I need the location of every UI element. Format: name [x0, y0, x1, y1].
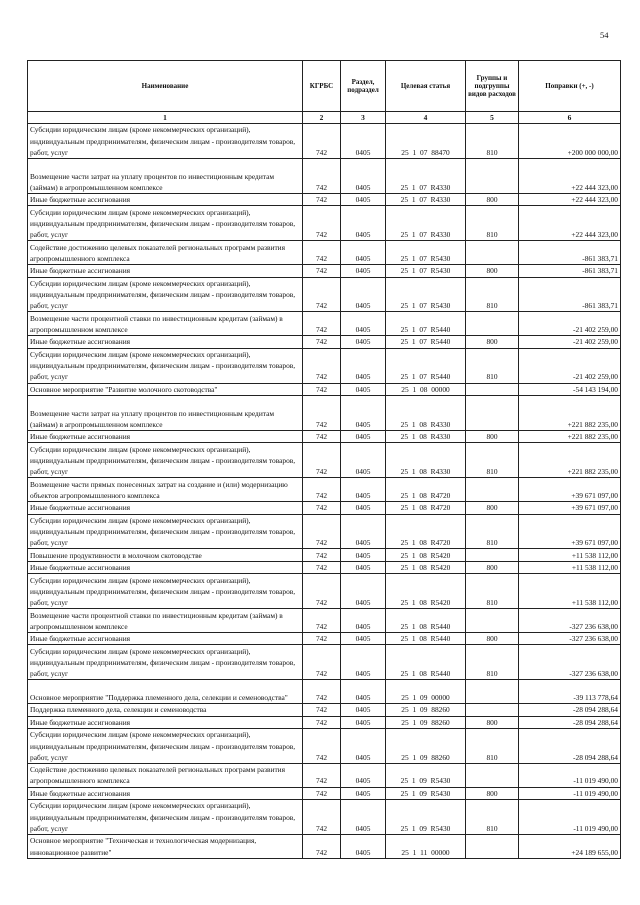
cell-vr: 810: [466, 574, 519, 609]
cell-razdel: 0405: [341, 383, 386, 396]
cell-vr: 810: [466, 800, 519, 835]
cell-target: 25 1 08 R5420: [386, 561, 466, 574]
cell-razdel: 0405: [341, 193, 386, 206]
cell-vr: 810: [466, 645, 519, 680]
cell-razdel: 0405: [341, 396, 386, 431]
cell-kgrbs: 742: [303, 206, 341, 241]
table-row: [28, 729, 621, 764]
cell-amount: -28 094 288,64: [519, 729, 621, 764]
cell-name: Иные бюджетные ассигнования: [28, 430, 303, 443]
cell-razdel: 0405: [341, 704, 386, 717]
cell-kgrbs: 742: [303, 561, 341, 574]
cell-kgrbs: 742: [303, 241, 341, 265]
cell-target: 25 1 08 R4720: [386, 478, 466, 502]
cell-razdel: 0405: [341, 430, 386, 443]
cell-kgrbs: 742: [303, 265, 341, 278]
cell-name: Субсидии юридическим лицам (кроме некоммерческих организаций), индивидуальным предпринимателям, физическим лицам - производителям товаров, работ, услуг: [28, 800, 303, 835]
cell-name: Иные бюджетные ассигнования: [28, 632, 303, 645]
cell-vr: [466, 383, 519, 396]
column-numbers-row: [28, 112, 621, 124]
cell-razdel: 0405: [341, 265, 386, 278]
table-row: [28, 716, 621, 729]
table-row: [28, 763, 621, 787]
cell-vr: 800: [466, 561, 519, 574]
table-row: [28, 206, 621, 241]
table-row: [28, 704, 621, 717]
cell-razdel: 0405: [341, 336, 386, 349]
cell-vr: [466, 478, 519, 502]
cell-name: Возмещение части затрат на уплату процентов по инвестиционным кредитам (займам) в агропромышленном комплексе: [28, 159, 303, 194]
cell-name: Иные бюджетные ассигнования: [28, 193, 303, 206]
cell-vr: [466, 241, 519, 265]
header-razdel: Раздел, подраздел: [341, 61, 386, 112]
cell-razdel: 0405: [341, 277, 386, 312]
cell-kgrbs: 742: [303, 159, 341, 194]
cell-kgrbs: 742: [303, 430, 341, 443]
cell-target: 25 1 07 R5430: [386, 265, 466, 278]
cell-razdel: 0405: [341, 787, 386, 800]
header-amendments: Поправки (+, -): [519, 61, 621, 112]
cell-name: Иные бюджетные ассигнования: [28, 336, 303, 349]
cell-target: 25 1 07 88470: [386, 124, 466, 159]
cell-kgrbs: 742: [303, 835, 341, 859]
cell-target: 25 1 09 R5430: [386, 787, 466, 800]
cell-vr: 800: [466, 430, 519, 443]
cell-target: 25 1 07 R5440: [386, 312, 466, 336]
cell-kgrbs: 742: [303, 763, 341, 787]
table-row: [28, 609, 621, 633]
cell-amount: +22 444 323,00: [519, 159, 621, 194]
table-row: [28, 277, 621, 312]
cell-name: Субсидии юридическим лицам (кроме некоммерческих организаций), индивидуальным предпринимателям, физическим лицам - производителям товаров, работ, услуг: [28, 574, 303, 609]
column-number: 4: [386, 112, 466, 124]
cell-razdel: 0405: [341, 835, 386, 859]
cell-razdel: 0405: [341, 574, 386, 609]
cell-target: 25 1 08 R5440: [386, 632, 466, 645]
cell-target: 25 1 07 R4330: [386, 193, 466, 206]
cell-amount: -28 094 288,64: [519, 716, 621, 729]
cell-kgrbs: 742: [303, 478, 341, 502]
cell-name: Повышение продуктивности в молочном скотоводстве: [28, 549, 303, 562]
cell-amount: +11 538 112,00: [519, 574, 621, 609]
cell-kgrbs: 742: [303, 396, 341, 431]
column-number: 3: [341, 112, 386, 124]
cell-name: Возмещение части прямых понесенных затрат на создание и (или) модернизацию объектов агропромышленного комплекса: [28, 478, 303, 502]
cell-kgrbs: 742: [303, 729, 341, 764]
cell-vr: 800: [466, 193, 519, 206]
cell-vr: 800: [466, 632, 519, 645]
cell-amount: -11 019 490,00: [519, 800, 621, 835]
cell-name: Субсидии юридическим лицам (кроме некоммерческих организаций), индивидуальным предпринимателям, физическим лицам - производителям товаров, работ, услуг: [28, 645, 303, 680]
cell-target: 25 1 07 R5430: [386, 277, 466, 312]
cell-razdel: 0405: [341, 502, 386, 515]
cell-vr: 810: [466, 514, 519, 549]
cell-target: 25 1 09 88260: [386, 716, 466, 729]
cell-vr: [466, 549, 519, 562]
cell-amount: -11 019 490,00: [519, 763, 621, 787]
cell-amount: +11 538 112,00: [519, 561, 621, 574]
cell-vr: [466, 609, 519, 633]
cell-vr: [466, 396, 519, 431]
table-row: [28, 549, 621, 562]
cell-kgrbs: 742: [303, 383, 341, 396]
cell-target: 25 1 07 R5430: [386, 241, 466, 265]
cell-vr: [466, 763, 519, 787]
cell-vr: [466, 835, 519, 859]
table-row: [28, 800, 621, 835]
table-row: [28, 159, 621, 194]
cell-target: 25 1 07 R5440: [386, 336, 466, 349]
table-row: [28, 396, 621, 431]
cell-vr: [466, 704, 519, 717]
cell-vr: 800: [466, 265, 519, 278]
cell-name: Иные бюджетные ассигнования: [28, 787, 303, 800]
cell-kgrbs: 742: [303, 514, 341, 549]
cell-amount: -39 113 778,64: [519, 680, 621, 704]
table-row: [28, 680, 621, 704]
cell-razdel: 0405: [341, 241, 386, 265]
cell-razdel: 0405: [341, 645, 386, 680]
cell-razdel: 0405: [341, 561, 386, 574]
cell-name: Субсидии юридическим лицам (кроме некоммерческих организаций), индивидуальным предпринимателям, физическим лицам - производителям товаров, работ, услуг: [28, 124, 303, 159]
header-name: Наименование: [28, 61, 303, 112]
cell-vr: 800: [466, 787, 519, 800]
cell-target: 25 1 08 00000: [386, 383, 466, 396]
table-row: [28, 561, 621, 574]
cell-name: Поддержка племенного дела, селекции и семеноводства: [28, 704, 303, 717]
cell-kgrbs: 742: [303, 193, 341, 206]
cell-amount: +221 882 235,00: [519, 396, 621, 431]
cell-kgrbs: 742: [303, 312, 341, 336]
column-number: 6: [519, 112, 621, 124]
column-number: 5: [466, 112, 519, 124]
cell-target: 25 1 08 R5420: [386, 574, 466, 609]
cell-amount: -54 143 194,00: [519, 383, 621, 396]
cell-amount: -21 402 259,00: [519, 348, 621, 383]
table-row: [28, 514, 621, 549]
cell-name: Основное мероприятие "Развитие молочного скотоводства": [28, 383, 303, 396]
cell-razdel: 0405: [341, 716, 386, 729]
cell-kgrbs: 742: [303, 124, 341, 159]
cell-razdel: 0405: [341, 763, 386, 787]
budget-amendments-table: [27, 60, 621, 859]
cell-target: 25 1 08 R4720: [386, 502, 466, 515]
table-row: [28, 787, 621, 800]
cell-target: 25 1 08 R4720: [386, 514, 466, 549]
table-body: [28, 124, 621, 859]
cell-razdel: 0405: [341, 159, 386, 194]
cell-amount: +24 189 655,00: [519, 835, 621, 859]
cell-amount: -21 402 259,00: [519, 336, 621, 349]
cell-kgrbs: 742: [303, 716, 341, 729]
cell-amount: +221 882 235,00: [519, 430, 621, 443]
table-row: [28, 348, 621, 383]
cell-target: 25 1 08 R5420: [386, 549, 466, 562]
cell-amount: +22 444 323,00: [519, 193, 621, 206]
cell-vr: 810: [466, 348, 519, 383]
column-number: 1: [28, 112, 303, 124]
cell-name: Субсидии юридическим лицам (кроме некоммерческих организаций), индивидуальным предпринимателям, физическим лицам - производителям товаров, работ, услуг: [28, 729, 303, 764]
cell-name: Субсидии юридическим лицам (кроме некоммерческих организаций), индивидуальным предпринимателям, физическим лицам - производителям товаров, работ, услуг: [28, 348, 303, 383]
cell-target: 25 1 09 R5430: [386, 800, 466, 835]
cell-razdel: 0405: [341, 632, 386, 645]
cell-amount: +39 671 097,00: [519, 502, 621, 515]
header-row: [28, 61, 621, 112]
cell-target: 25 1 09 88260: [386, 704, 466, 717]
cell-razdel: 0405: [341, 800, 386, 835]
table-row: [28, 241, 621, 265]
cell-kgrbs: 742: [303, 336, 341, 349]
cell-amount: +11 538 112,00: [519, 549, 621, 562]
table-row: [28, 443, 621, 478]
cell-kgrbs: 742: [303, 502, 341, 515]
cell-amount: -861 383,71: [519, 241, 621, 265]
cell-name: Иные бюджетные ассигнования: [28, 265, 303, 278]
cell-vr: 810: [466, 729, 519, 764]
cell-vr: 810: [466, 277, 519, 312]
cell-razdel: 0405: [341, 312, 386, 336]
table-row: [28, 632, 621, 645]
cell-name: Возмещение части затрат на уплату процентов по инвестиционным кредитам (займам) в агропромышленном комплексе: [28, 396, 303, 431]
cell-name: Субсидии юридическим лицам (кроме некоммерческих организаций), индивидуальным предпринимателям, физическим лицам - производителям товаров, работ, услуг: [28, 277, 303, 312]
cell-razdel: 0405: [341, 206, 386, 241]
cell-name: Субсидии юридическим лицам (кроме некоммерческих организаций), индивидуальным предпринимателям, физическим лицам - производителям товаров, работ, услуг: [28, 514, 303, 549]
cell-amount: +39 671 097,00: [519, 478, 621, 502]
cell-target: 25 1 07 R5440: [386, 348, 466, 383]
cell-razdel: 0405: [341, 514, 386, 549]
cell-vr: 810: [466, 206, 519, 241]
cell-kgrbs: 742: [303, 632, 341, 645]
table-row: [28, 645, 621, 680]
cell-vr: 800: [466, 336, 519, 349]
cell-vr: 800: [466, 502, 519, 515]
cell-amount: -861 383,71: [519, 277, 621, 312]
cell-target: 25 1 11 00000: [386, 835, 466, 859]
cell-amount: +22 444 323,00: [519, 206, 621, 241]
cell-vr: 800: [466, 716, 519, 729]
cell-vr: [466, 680, 519, 704]
cell-target: 25 1 08 R4330: [386, 430, 466, 443]
cell-target: 25 1 09 00000: [386, 680, 466, 704]
cell-target: 25 1 09 88260: [386, 729, 466, 764]
cell-razdel: 0405: [341, 680, 386, 704]
cell-name: Иные бюджетные ассигнования: [28, 502, 303, 515]
cell-amount: -11 019 490,00: [519, 787, 621, 800]
cell-target: 25 1 09 R5430: [386, 763, 466, 787]
cell-razdel: 0405: [341, 443, 386, 478]
cell-amount: -28 094 288,64: [519, 704, 621, 717]
cell-razdel: 0405: [341, 549, 386, 562]
cell-kgrbs: 742: [303, 787, 341, 800]
cell-name: Субсидии юридическим лицам (кроме некоммерческих организаций), индивидуальным предпринимателям, физическим лицам - производителям товаров, работ, услуг: [28, 443, 303, 478]
cell-name: Возмещение части процентной ставки по инвестиционным кредитам (займам) в агропромышленном комплексе: [28, 609, 303, 633]
cell-razdel: 0405: [341, 609, 386, 633]
cell-amount: -327 236 638,00: [519, 632, 621, 645]
cell-kgrbs: 742: [303, 277, 341, 312]
cell-target: 25 1 08 R5440: [386, 645, 466, 680]
cell-kgrbs: 742: [303, 609, 341, 633]
cell-name: Основное мероприятие "Техническая и технологическая модернизация, инновационное развитие": [28, 835, 303, 859]
cell-name: Субсидии юридическим лицам (кроме некоммерческих организаций), индивидуальным предпринимателям, физическим лицам - производителям товаров, работ, услуг: [28, 206, 303, 241]
cell-kgrbs: 742: [303, 549, 341, 562]
header-kgrbs: КГРБС: [303, 61, 341, 112]
cell-name: Иные бюджетные ассигнования: [28, 716, 303, 729]
cell-razdel: 0405: [341, 478, 386, 502]
table-row: [28, 124, 621, 159]
cell-amount: -21 402 259,00: [519, 312, 621, 336]
table-row: [28, 430, 621, 443]
cell-amount: +221 882 235,00: [519, 443, 621, 478]
table-row: [28, 574, 621, 609]
header-target: Целевая статья: [386, 61, 466, 112]
cell-target: 25 1 07 R4330: [386, 159, 466, 194]
cell-amount: -861 383,71: [519, 265, 621, 278]
cell-name: Содействие достижению целевых показателей региональных программ развития агропромышленного комплекса: [28, 241, 303, 265]
cell-razdel: 0405: [341, 124, 386, 159]
cell-kgrbs: 742: [303, 800, 341, 835]
table-row: [28, 193, 621, 206]
table-row: [28, 478, 621, 502]
cell-name: Основное мероприятие "Поддержка племенного дела, селекции и семеноводства": [28, 680, 303, 704]
column-number: 2: [303, 112, 341, 124]
table-row: [28, 265, 621, 278]
cell-amount: -327 236 638,00: [519, 609, 621, 633]
cell-kgrbs: 742: [303, 680, 341, 704]
table-row: [28, 383, 621, 396]
cell-name: Содействие достижению целевых показателей региональных программ развития агропромышленного комплекса: [28, 763, 303, 787]
table-row: [28, 312, 621, 336]
cell-kgrbs: 742: [303, 348, 341, 383]
table-row: [28, 336, 621, 349]
cell-vr: [466, 312, 519, 336]
cell-razdel: 0405: [341, 348, 386, 383]
cell-razdel: 0405: [341, 729, 386, 764]
table-row: [28, 502, 621, 515]
cell-name: Иные бюджетные ассигнования: [28, 561, 303, 574]
cell-kgrbs: 742: [303, 443, 341, 478]
page-number: 54: [600, 30, 609, 40]
cell-vr: 810: [466, 443, 519, 478]
cell-kgrbs: 742: [303, 645, 341, 680]
cell-target: 25 1 08 R5440: [386, 609, 466, 633]
cell-kgrbs: 742: [303, 704, 341, 717]
cell-target: 25 1 08 R4330: [386, 396, 466, 431]
cell-target: 25 1 07 R4330: [386, 206, 466, 241]
cell-kgrbs: 742: [303, 574, 341, 609]
cell-target: 25 1 08 R4330: [386, 443, 466, 478]
table-row: [28, 835, 621, 859]
header-groups: Группы и подгруппы видов расходов: [466, 61, 519, 112]
cell-amount: +200 000 000,00: [519, 124, 621, 159]
cell-vr: 810: [466, 124, 519, 159]
cell-amount: -327 236 638,00: [519, 645, 621, 680]
cell-vr: [466, 159, 519, 194]
cell-name: Возмещение части процентной ставки по инвестиционным кредитам (займам) в агропромышленном комплексе: [28, 312, 303, 336]
cell-amount: +39 671 097,00: [519, 514, 621, 549]
